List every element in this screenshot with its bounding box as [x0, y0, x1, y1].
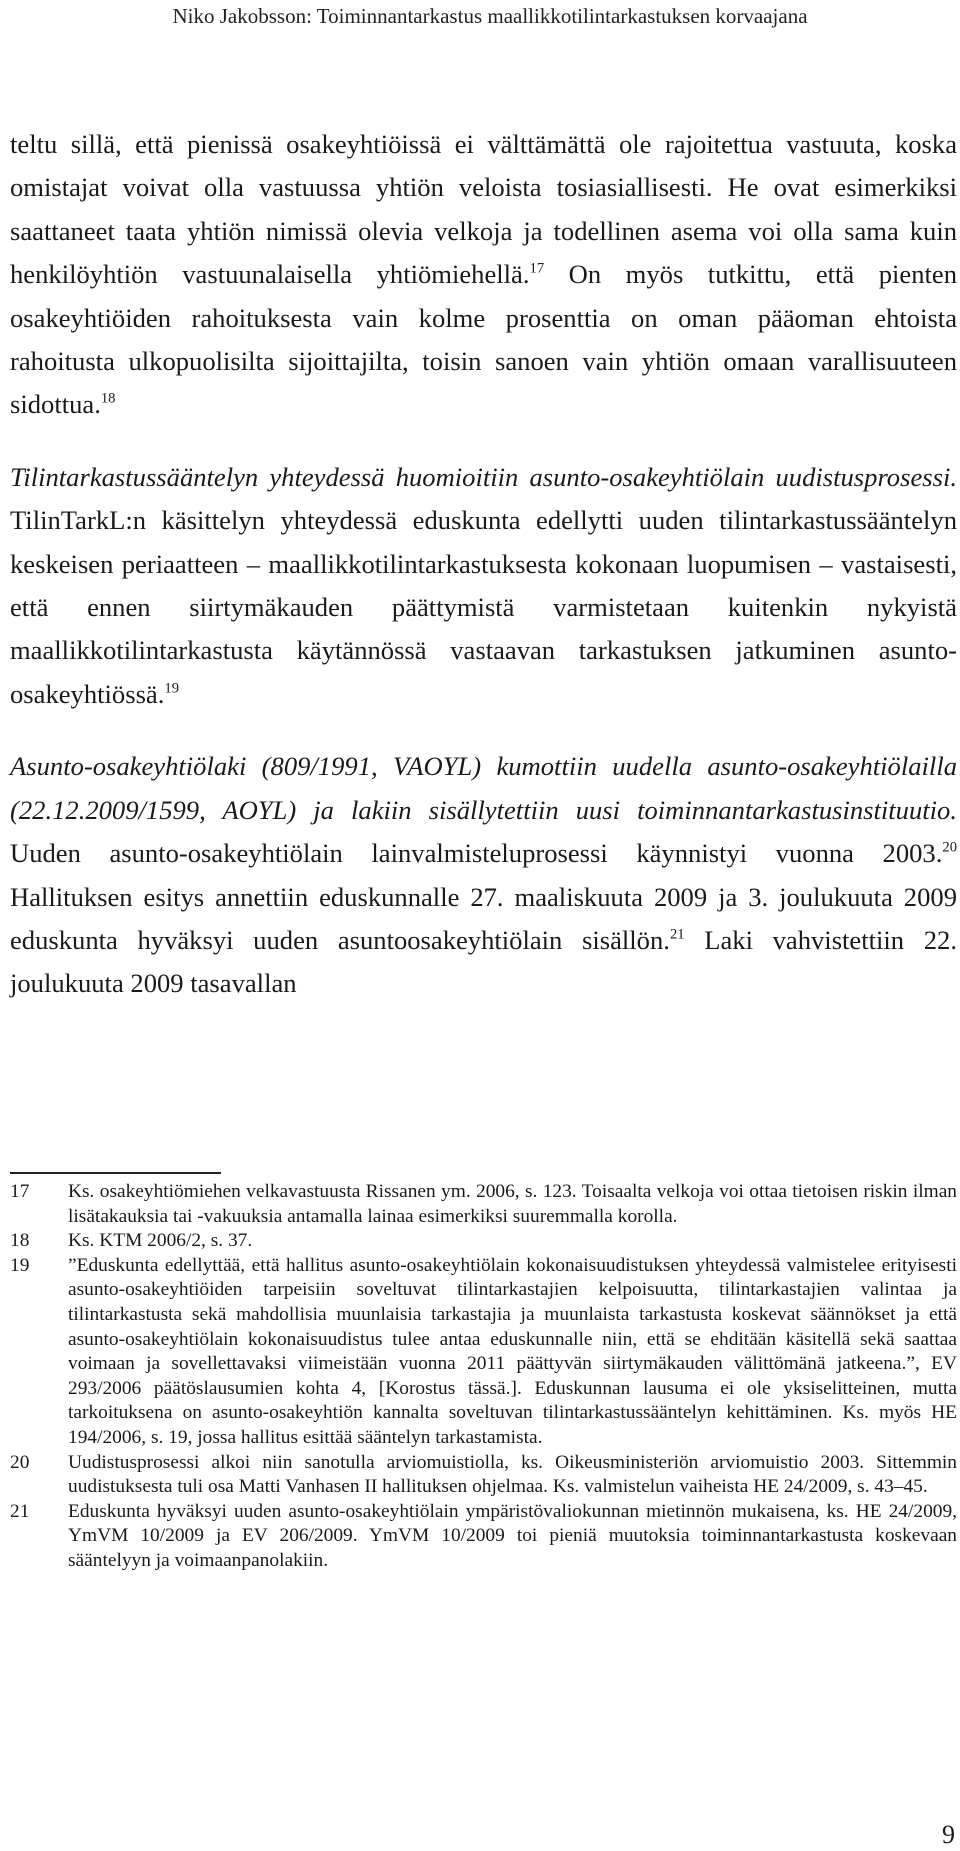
footnote-21 — [10, 1500, 957, 1574]
footnote-number: 21 — [10, 1500, 30, 1522]
paragraph-text: On myös tutkittu, että pienten osakeyhtiöiden rahoituksesta vain kolme prosenttia on oman pääoman ehtoista rahoitusta ulkopuolisilta sijoittajilta, toisin sanoen vain yhtiön omaan varallisuuteen sidottua. — [10, 259, 957, 420]
page-number: 9 — [942, 1820, 955, 1849]
footnote-text: Ks. KTM 2006/2, s. 37. — [68, 1230, 253, 1252]
footnote-20 — [10, 1451, 957, 1500]
paragraph-lead-italic: Asunto-osakeyhtiölaki (809/1991, VAOYL) kumottiin uudella asunto-osakeyhtiölailla (22.12.2009/1599, AOYL) ja lakiin sisällytettiin uusi toiminnantarkastusinstituutio. — [10, 751, 957, 825]
paragraph-text: teltu sillä, että pienissä osakeyhtiöissä ei välttämättä ole rajoitettua vastuuta, koska omistajat voivat olla vastuussa yhtiön veloista tosiasiallisesti. He ovat esimerkiksi saattaneet taata yhtiön nimissä olevia velkoja ja todellinen asema voi olla sama kuin henkilöyhtiön vastuunalaisella yhtiömiehellä. — [10, 129, 957, 290]
footnote-ref-20[interactable]: 20 — [942, 839, 957, 856]
footnote-text: ”Eduskunta edellyttää, että hallitus asunto-osakeyhtiölain kokonaisuudistuksen yhteydessä valmistelee erityisesti asunto-osakeyhtiöiden tarpeisiin soveltuvat tilintarkastajien kelpoisuutta, tilintarkastajien valintaa ja tilintarkastusta sekä mahdollisia muunlaisia tarkastajia ja muunlaista tarkastusta koskevat säännökset ja että asunto-osakeyhtiölain kokonaisuudistus tulee antaa eduskunnalle niin, että se ehditään käsitellä sekä saattaa voimaan ja sovellettavaksi viimeistään vuonna 2011 päättyvän siirtymäkauden välittömänä jatkeena.”, EV 293/2006 päätöslausumien kohta 4, [Korostus tässä.]. Eduskunnan lausuma ei ole yksiselitteinen, mutta tarkoituksena on asunto-osakeyhtiön kannalta soveltuvan tilintarkastussääntelyn kehittäminen. Ks. myös HE 194/2006, s. 19, jossa hallitus esittää sääntelyn tarkastamista. — [68, 1254, 957, 1448]
footnote-ref-17[interactable]: 17 — [529, 260, 545, 277]
footnote-number: 18 — [10, 1230, 30, 1252]
footnote-18 — [10, 1229, 957, 1254]
footnote-number: 17 — [10, 1181, 30, 1202]
body-text — [10, 123, 957, 1006]
footnotes — [10, 1180, 957, 1574]
paragraph-text: Hallituksen esitys annettiin eduskunnalle 27. maaliskuuta 2009 ja 3. joulukuuta 2009 eduskunta hyväksyi uuden asuntoosakeyhtiölain sisällön. — [10, 881, 957, 955]
footnote-text: Uudistusprosessi alkoi niin sanotulla arviomuistiolla, ks. Oikeusministeriön arviomuistio 2003. Sittemmin uudistuksesta tuli osa Matti Vanhasen II hallituksen ohjelmaa. Ks. valmistelun vaiheista HE 24/2009, s. 43–45. — [68, 1451, 957, 1498]
footnote-ref-21[interactable]: 21 — [669, 926, 685, 943]
paragraph-text: Uuden asunto-osakeyhtiölain lainvalmisteluprosessi käynnistyi vuonna 2003. — [10, 838, 943, 869]
footnote-number: 19 — [10, 1254, 30, 1276]
paragraph-2 — [10, 456, 957, 716]
paragraph-text: TilinTarkL:n käsittelyn yhteydessä eduskunta edellytti uuden tilintarkastussääntelyn keskeisen periaatteen – maallikkotilintarkastuksesta kokonaan luopumisen – vastaisesti, että ennen siirtymäkauden päättymistä varmistetaan kuitenkin nykyistä maallikkotilintarkastusta käytännössä vastaavan tarkastuksen jatkuminen asunto-osakeyhtiössä. — [10, 505, 957, 709]
paragraph-3 — [10, 745, 957, 1005]
footnote-17 — [10, 1180, 957, 1229]
footnote-number: 20 — [10, 1451, 30, 1473]
paragraph-text: Laki vahvistettiin 22. joulukuuta 2009 tasavallan — [10, 924, 957, 999]
running-header: Niko Jakobsson: Toiminnantarkastus maallikkotilintarkastuksen korvaajana — [172, 4, 808, 28]
paragraph-lead-italic: Tilintarkastussääntelyn yhteydessä huomioitiin asunto-osakeyhtiölain uudistusprosessi. — [10, 461, 957, 492]
footnote-19 — [10, 1254, 957, 1451]
footnote-separator — [10, 1172, 221, 1174]
footnote-ref-19[interactable]: 19 — [164, 680, 179, 697]
footnote-text: Eduskunta hyväksyi uuden asunto-osakeyhtiölain ympäristövaliokunnan mietinnön mukaisena, ks. HE 24/2009, YmVM 10/2009 ja EV 206/2009. YmVM 10/2009 toi pieniä muutoksia toiminnantarkastusta koskevaan sääntelyyn ja voimaanpanolakiin. — [68, 1500, 957, 1571]
footnote-ref-18[interactable]: 18 — [100, 390, 116, 407]
paragraph-1 — [10, 123, 957, 427]
footnote-text: Ks. osakeyhtiömiehen velkavastuusta Rissanen ym. 2006, s. 123. Toisaalta velkoja voi ottaa tietoisen riskin ilman lisätakauksia tai -vakuuksia antamalla lainaa esimerkiksi suuremmalla korolla. — [68, 1181, 957, 1227]
